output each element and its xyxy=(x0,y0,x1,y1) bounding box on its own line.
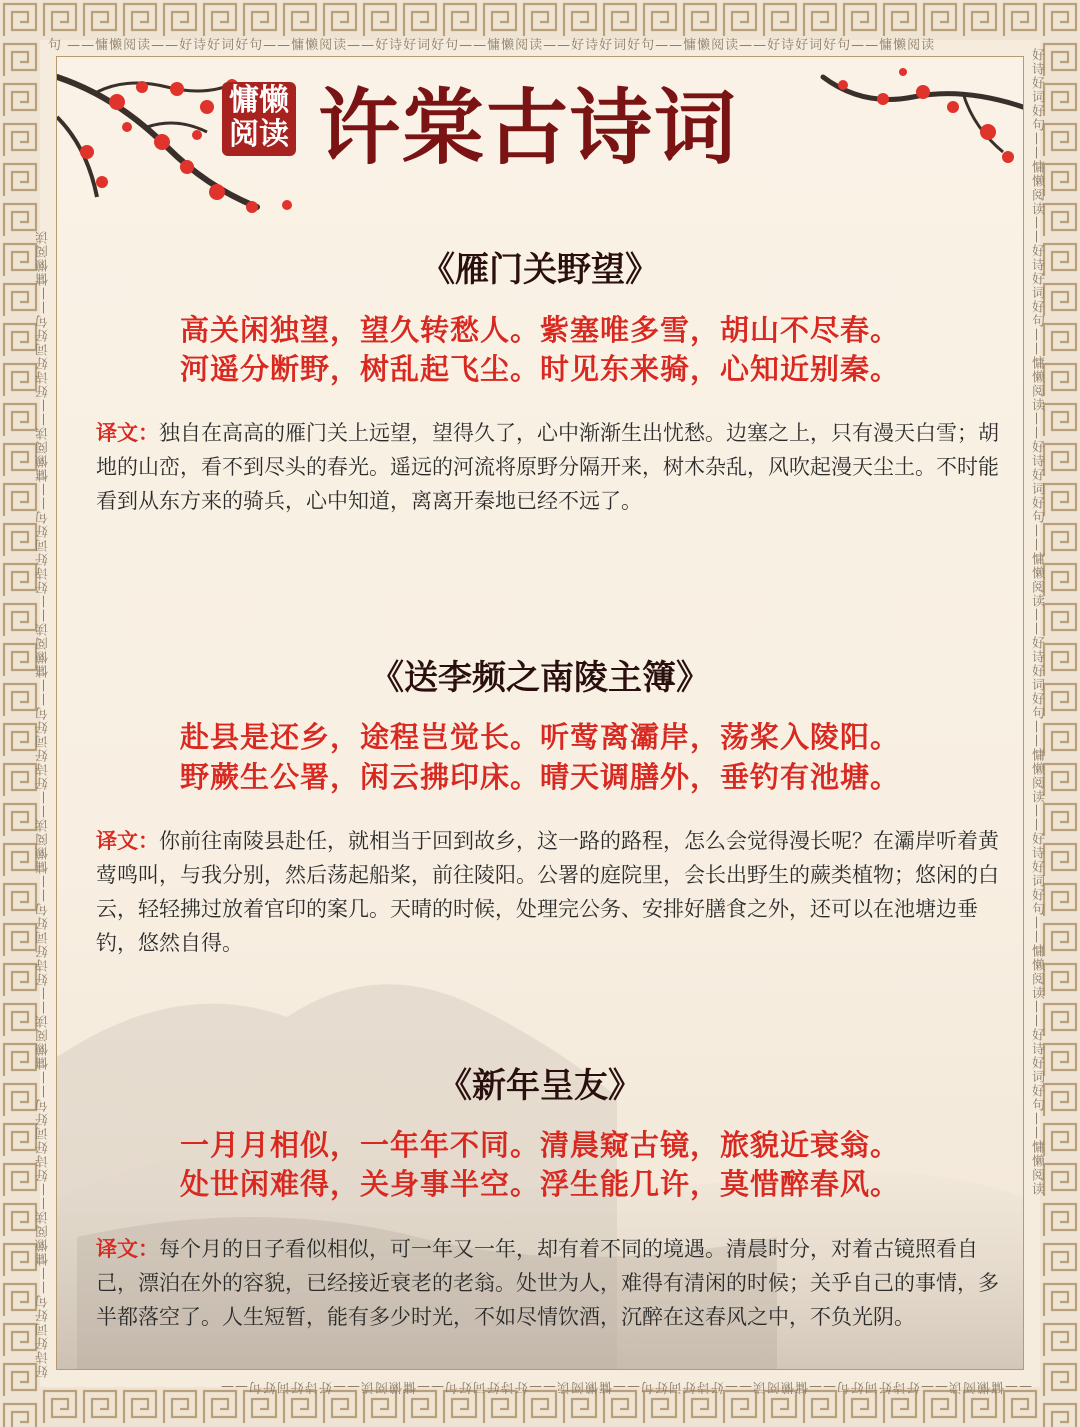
poem-2-line-1: 赴县是还乡，途程岂觉长。听莺离灞岸，荡桨入陵阳。 xyxy=(179,720,900,754)
translation-label: 译文： xyxy=(96,421,159,445)
plum-branch-right xyxy=(813,57,1023,167)
poem-3-line-2: 处世闲难得，关身事半空。浮生能几许，莫惜醉春风。 xyxy=(179,1167,900,1201)
poem-2-line-2: 野蕨生公署，闲云拂印床。晴天调膳外，垂钓有池塘。 xyxy=(179,760,900,794)
poem-3-line-1: 一月月相似，一年年不同。清晨窥古镜，旅貌近衰翁。 xyxy=(179,1128,900,1162)
translation-label: 译文： xyxy=(96,1237,159,1261)
poem-title-3: 《新年呈友》 xyxy=(438,1066,642,1106)
border-band-bottom: ——慵懒阅读——好诗好词好句——慵懒阅读——好诗好词好句——慵懒阅读——好诗好词好句——慵懒阅读——好诗好词好句—— xyxy=(219,1379,1032,1394)
poem-title-2: 《送李频之南陵主簿》 xyxy=(370,658,710,698)
border-band-left: 好诗好词好句——慵懒阅读——好诗好词好句——慵懒阅读——好诗好词好句——慵懒阅读——好诗好词好句——慵懒阅读——好诗好词好句——慵懒阅读——好诗好词好句——慵懒阅读 xyxy=(36,230,51,1378)
seal-line-2: 阅读 xyxy=(229,117,289,152)
poem-2-translation xyxy=(96,824,1006,960)
translation-text: 你前往南陵县赴任，就相当于回到故乡，这一路的路程，怎么会觉得漫长呢？在灞岸听着黄莺鸣叫，与我分别，然后荡起船桨，前往陵阳。公署的庭院里，会长出野生的蕨类植物；悠闲的白云，轻轻拂过放着官印的案几。天晴的时候，处理完公务、安排好膳食之外，还可以在池塘边垂钓，悠然自得。 xyxy=(96,829,999,955)
page-title: 许棠古诗词 xyxy=(318,80,739,176)
poem-3-translation xyxy=(96,1232,1006,1334)
translation-text: 独自在高高的雁门关上远望，望得久了，心中渐渐生出忧愁。边塞之上，只有漫天白雪；胡地的山峦，看不到尽头的春光。遥远的河流将原野分隔开来，树木杂乱，风吹起漫天尘土。不时能看到从东方来的骑兵，心中知道，离离开秦地已经不远了。 xyxy=(96,421,999,513)
border-band-top: 句 ——慵懒阅读——好诗好词好句——慵懒阅读——好诗好词好句——慵懒阅读——好诗好词好句——慵懒阅读——好诗好词好句——慵懒阅读 xyxy=(48,38,936,53)
translation-text: 每个月的日子看似相似，可一年又一年，却有着不同的境遇。清晨时分，对着古镜照看自己，漂泊在外的容貌，已经接近衰老的老翁。处世为人，难得有清闲的时候；关乎自己的事情，多半都落空了。人生短暂，能有多少时光，不如尽情饮酒，沉醉在这春风之中，不负光阴。 xyxy=(96,1237,999,1329)
fret-border-right xyxy=(1040,0,1080,1427)
seal-line-1: 慵懒 xyxy=(229,83,289,118)
poem-1-translation xyxy=(96,416,1006,518)
poem-1-line-1: 高关闲独望，望久转愁人。紫塞唯多雪，胡山不尽春。 xyxy=(179,313,900,347)
translation-label: 译文： xyxy=(96,829,159,853)
border-band-right: 好诗好词好句——慵懒阅读——好诗好词好句——慵懒阅读——好诗好词好句——慵懒阅读——好诗好词好句——慵懒阅读——好诗好词好句——慵懒阅读——好诗好词好句——慵懒阅读 xyxy=(1029,48,1044,1196)
poem-title-1: 《雁门关野望》 xyxy=(421,250,659,290)
poem-1-line-2: 河遥分断野，树乱起飞尘。时见东来骑，心知近别秦。 xyxy=(179,352,900,386)
brand-seal xyxy=(222,82,296,156)
